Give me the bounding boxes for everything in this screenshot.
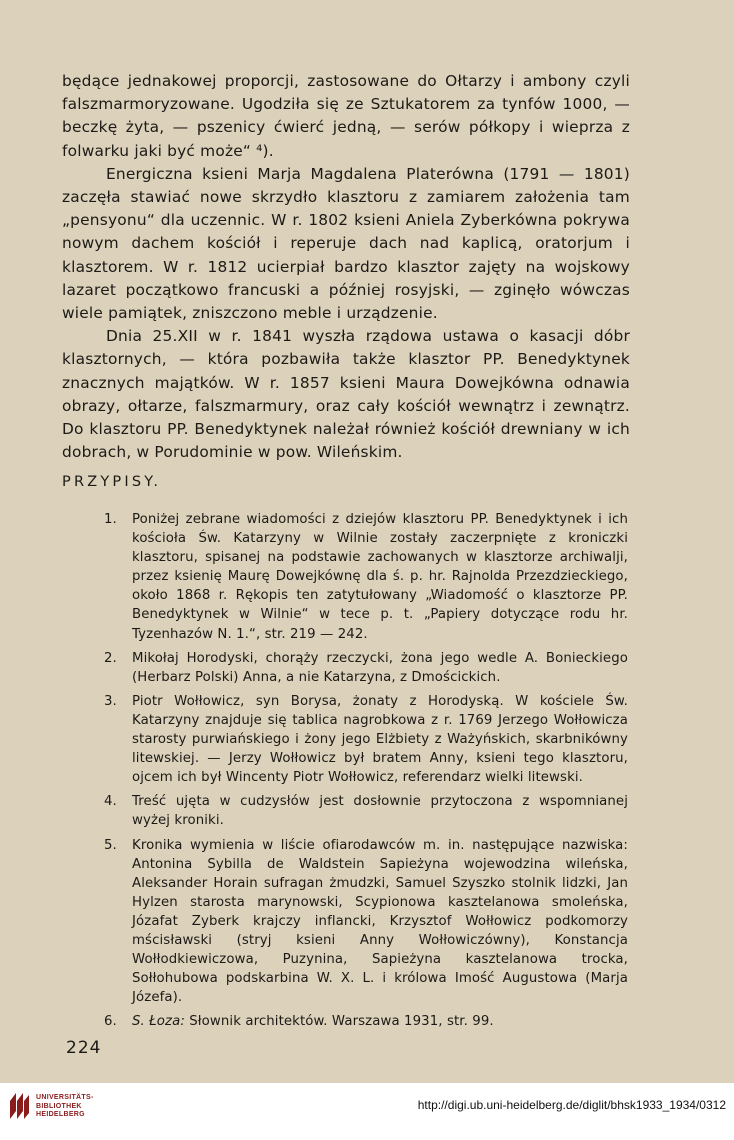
footnote-number: 5. [104, 837, 117, 853]
footnote [104, 836, 628, 1008]
page-number: 224 [66, 1038, 102, 1058]
paragraph-2: Energiczna ksieni Marja Magdalena Platerówna (1791 — 1801) zaczęła stawiać nowe skrzydło klasztoru z zamiarem założenia tam „pensyonu“ dla uczennic. W r. 1802 ksieni Aniela Zyberkówna pokrywa nowym dachem kościół i reperuje dach nad kaplicą, oratorjum i klasztorem. W r. 1812 ucierpiał bardzo klasztor zajęty na wojskowy lazaret początkowo francuski a później rosyjski, — zginęło wówczas wiele pamiątek, zniszczono meble i urządzenie. [62, 164, 630, 323]
footnotes-heading: PRZYPISY. [62, 474, 162, 490]
footnote [104, 692, 628, 787]
footnote-text: Kronika wymienia w liście ofiarodawców m. in. następujące nazwiska: Antonina Sybilla de Waldstein Sapieżyna wojewodzina wileńska, Aleksander Horain sufragan żmudzki, Samuel Szyszko stolnik lidzki, Jan Hylzen starosta marynowski, Scypionowa kasztelanowa smoleńska, Józafat Zyberk krajczy inflancki, Krzysztof Wołłowicz podkomorzy mścisławski (stryj ksieni Anny Wołłowiczówny), Konstancja Wołłodkiewiczowa, Puzynina, Sapieżyna kasztelanowa trocka, Sołłohubowa podskarbina W. X. L. i królowa Imość Augustowa (Marja Józefa). [132, 837, 628, 1006]
library-line: BIBLIOTHEK [36, 1102, 82, 1110]
footnote [104, 1012, 628, 1031]
footnote-text-rest: Słownik architektów. Warszawa 1931, str. 99. [184, 1014, 494, 1030]
footer-bar [0, 1083, 734, 1140]
footnote [104, 510, 628, 644]
library-logo-icon[interactable] [8, 1091, 30, 1121]
footnotes-list [104, 510, 628, 1036]
paragraph-3: Dnia 25.XII w r. 1841 wyszła rządowa ustawa o kasacji dóbr klasztornych, — która pozbawiła także klasztor PP. Benedyktynek znacznych majątków. W r. 1857 ksieni Maura Dowejkówna odnawia obrazy, ołtarze, falszmarmury, oraz cały kościół wewnątrz i zewnątrz. Do klasztoru PP. Benedyktynek należał również kościół drewniany w ich dobrach, w Porudominie w pow. Wileńskim. [62, 327, 630, 462]
library-line: UNIVERSITÄTS- [36, 1094, 94, 1101]
footnote-number: 6. [104, 1014, 117, 1030]
footnote [104, 792, 628, 830]
footnote-text: Piotr Wołłowicz, syn Borysa, żonaty z Horodyską. W kościele Św. Katarzyny znajduje się tablica nagrobkowa z r. 1769 Jerzego Wołłowicza starosty purwiańskiego i żony jego Elżbiety z Ważyńskich, skarbnikówny litewskiej. — Jerzy Wołłowicz był bratem Anny, ksieni tego klasztoru, ojcem ich był Wincenty Piotr Wołłowicz, referendarz wielki litewski. [132, 693, 628, 786]
paragraph-1: będące jednakowej proporcji, zastosowane do Ołtarzy i ambony czyli falszmarmoryzowane. Ugodziła się ze Sztukatorem za tynfów 1000, — beczkę żyta, — pszenicy ćwierć jedną, — serów półkopy i wieprza z folwarku jaki być może“ ⁴). [62, 72, 630, 160]
footnote-text: Treść ujęta w cudzysłów jest dosłownie przytoczona z wspomnianej wyżej kroniki. [132, 794, 628, 829]
body-text [62, 70, 630, 464]
library-line: HEIDELBERG [36, 1111, 85, 1118]
permalink-url[interactable]: http://digi.ub.uni-heidelberg.de/diglit/bhsk1933_1934/0312 [417, 1098, 726, 1112]
footnote-italic: S. Łoza: [132, 1014, 185, 1030]
library-logo-text [36, 1094, 94, 1120]
footnote-number: 1. [104, 512, 117, 527]
footnote [104, 649, 628, 687]
footnote-number: 3. [104, 693, 117, 709]
footnote-number: 4. [104, 794, 117, 810]
footnote-text: Mikołaj Horodyski, chorąży rzeczycki, żona jego wedle A. Bonieckiego (Herbarz Polski) Anna, a nie Katarzyna, z Dmościckich. [132, 650, 628, 685]
footnote-text: Poniżej zebrane wiadomości z dziejów klasztoru PP. Benedyktynek i ich kościoła Św. Katarzyny w Wilnie zostały zaczerpnięte z kroniczki klasztoru, spisanej na podstawie zachowanych w klasztorze archiwalji, przez ksienię Maurę Dowejkównę dla ś. p. hr. Rajnolda Przezdzieckiego, około 1868 r. Rękopis ten zatytułowany „Wiadomość o klasztorze PP. Benedyktynek w Wilnie“ w tece p. t. „Papiery dotyczące rodu hr. Tyzenhazów N. 1.“, str. 219 — 242. [132, 512, 628, 642]
footnote-text [132, 1014, 494, 1029]
footnote-number: 2. [104, 650, 117, 666]
